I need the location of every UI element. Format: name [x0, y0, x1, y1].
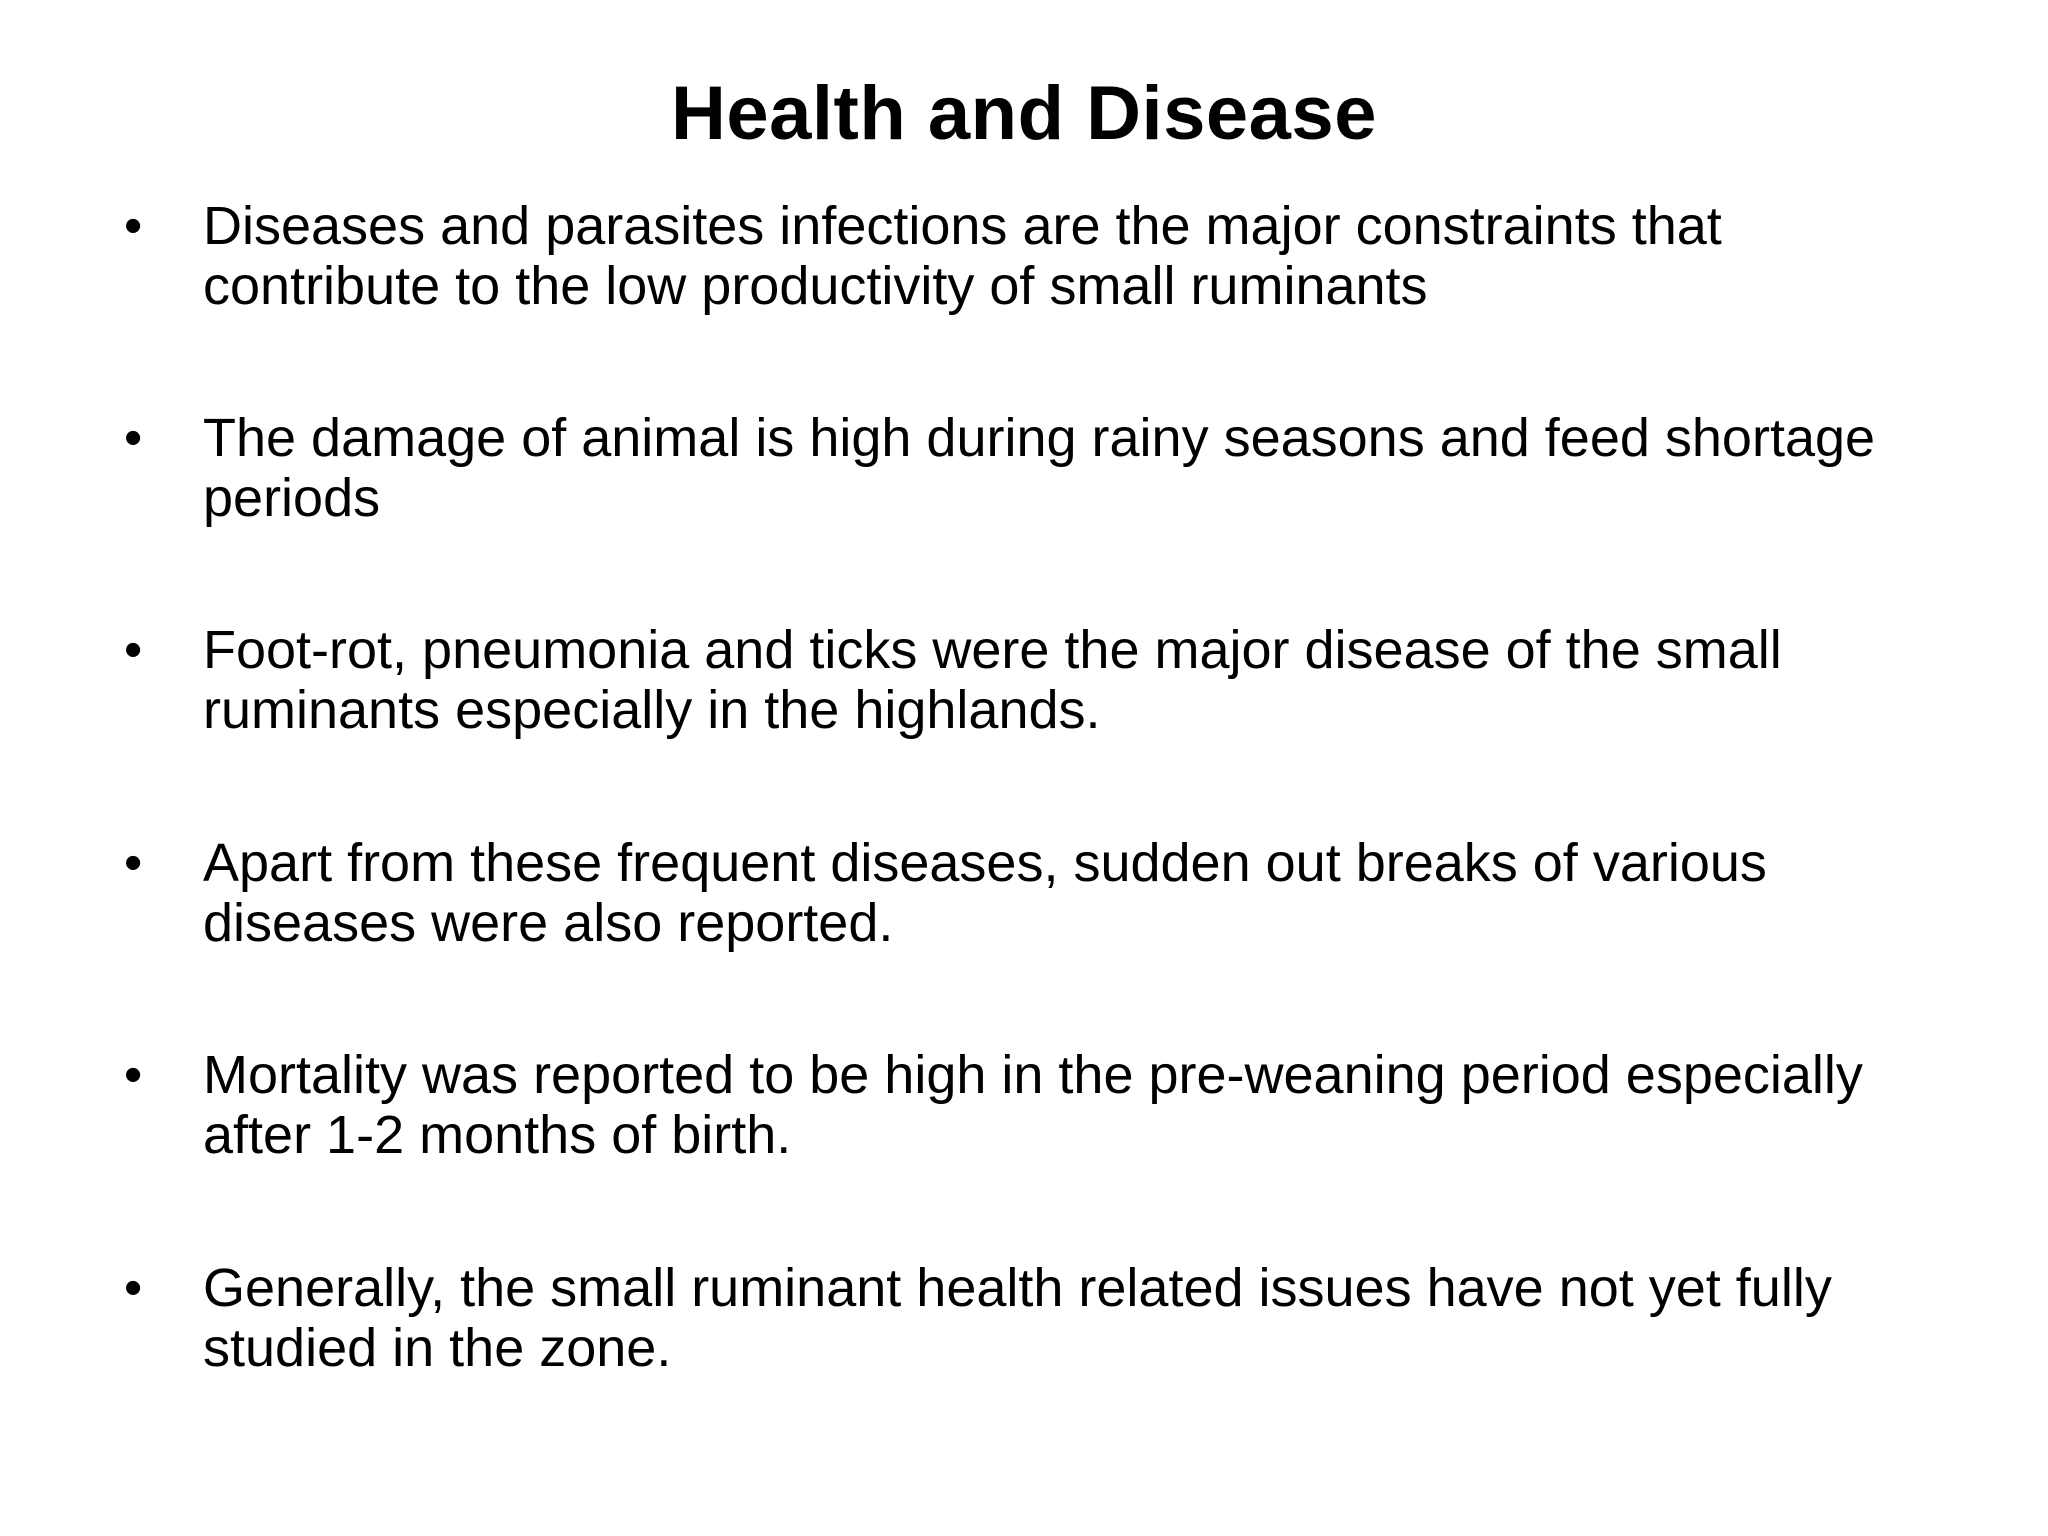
- bullet-icon: •: [124, 1046, 143, 1104]
- bullet-icon: •: [124, 409, 143, 467]
- bullet-icon: •: [124, 1259, 143, 1317]
- bullet-text: Generally, the small ruminant health related issues have not yet fully studied in the zone.: [203, 1258, 1832, 1378]
- bullet-icon: •: [124, 621, 143, 679]
- bullet-text: Foot-rot, pneumonia and ticks were the major disease of the small ruminants especially in the highlands.: [203, 620, 1782, 740]
- bullet-text: The damage of animal is high during rainy seasons and feed shortage periods: [203, 408, 1876, 528]
- bullet-icon: •: [124, 834, 143, 892]
- slide-title: Health and Disease: [671, 71, 1377, 156]
- bullet-text: Diseases and parasites infections are the major constraints that contribute to the low productivity of small ruminants: [203, 196, 1722, 316]
- bullet-text: Apart from these frequent diseases, sudden out breaks of various diseases were also reported.: [203, 833, 1767, 953]
- bullet-text: Mortality was reported to be high in the pre-weaning period especially after 1-2 months of birth.: [203, 1045, 1863, 1165]
- bullet-icon: •: [124, 197, 143, 255]
